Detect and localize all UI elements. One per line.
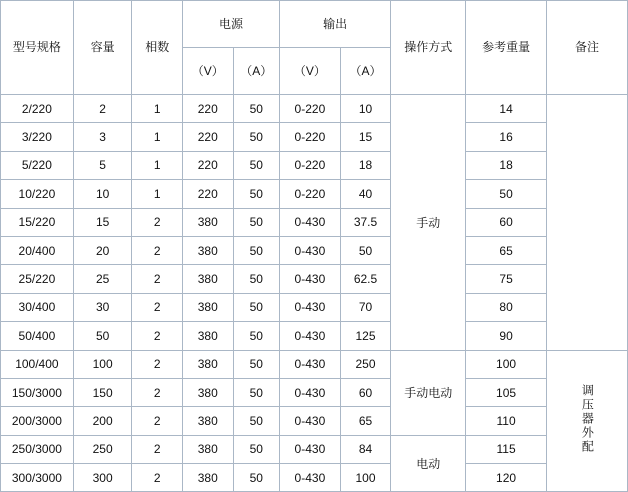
table-row [1, 265, 628, 293]
cell-reference-weight: 115 [466, 435, 547, 463]
cell-model: 25/220 [1, 265, 74, 293]
cell-reference-weight: 120 [466, 464, 547, 492]
cell-input-voltage: 380 [182, 293, 233, 321]
cell-output-voltage: 0-430 [280, 208, 341, 236]
cell-input-current: 50 [233, 123, 280, 151]
cell-phase: 2 [132, 208, 183, 236]
cell-capacity: 3 [73, 123, 132, 151]
cell-remark [547, 350, 628, 492]
cell-output-voltage: 0-430 [280, 293, 341, 321]
cell-input-voltage: 380 [182, 435, 233, 463]
cell-output-current: 10 [340, 95, 391, 123]
cell-input-voltage: 380 [182, 208, 233, 236]
table-row [1, 378, 628, 406]
cell-reference-weight: 14 [466, 95, 547, 123]
cell-input-current: 50 [233, 350, 280, 378]
cell-input-current: 50 [233, 151, 280, 179]
cell-output-current: 84 [340, 435, 391, 463]
cell-model: 50/400 [1, 322, 74, 350]
cell-output-current: 18 [340, 151, 391, 179]
cell-input-current: 50 [233, 293, 280, 321]
header-reference-weight: 参考重量 [466, 1, 547, 95]
cell-input-voltage: 380 [182, 407, 233, 435]
table-row [1, 151, 628, 179]
cell-capacity: 200 [73, 407, 132, 435]
cell-output-current: 15 [340, 123, 391, 151]
header-remark: 备注 [547, 1, 628, 95]
cell-output-current: 70 [340, 293, 391, 321]
cell-output-voltage: 0-430 [280, 464, 341, 492]
cell-phase: 2 [132, 322, 183, 350]
cell-model: 5/220 [1, 151, 74, 179]
table-row [1, 236, 628, 264]
header-model-spec: 型号规格 [1, 1, 74, 95]
cell-operation-mode: 手动电动 [391, 350, 466, 435]
cell-phase: 2 [132, 265, 183, 293]
table-row [1, 180, 628, 208]
cell-output-voltage: 0-220 [280, 123, 341, 151]
cell-input-voltage: 380 [182, 236, 233, 264]
cell-input-current: 50 [233, 464, 280, 492]
cell-reference-weight: 50 [466, 180, 547, 208]
cell-capacity: 250 [73, 435, 132, 463]
cell-model: 30/400 [1, 293, 74, 321]
cell-phase: 1 [132, 95, 183, 123]
cell-capacity: 10 [73, 180, 132, 208]
header-row-top [1, 1, 628, 48]
cell-output-voltage: 0-220 [280, 95, 341, 123]
table-body [1, 95, 628, 492]
cell-model: 200/3000 [1, 407, 74, 435]
cell-input-current: 50 [233, 180, 280, 208]
cell-phase: 1 [132, 123, 183, 151]
table-row [1, 322, 628, 350]
cell-input-voltage: 380 [182, 322, 233, 350]
cell-capacity: 15 [73, 208, 132, 236]
cell-input-voltage: 220 [182, 180, 233, 208]
cell-output-voltage: 0-430 [280, 378, 341, 406]
cell-output-voltage: 0-430 [280, 236, 341, 264]
table-row [1, 464, 628, 492]
header-capacity: 容量 [73, 1, 132, 95]
cell-output-voltage: 0-220 [280, 151, 341, 179]
table-row [1, 350, 628, 378]
cell-input-current: 50 [233, 435, 280, 463]
header-input-voltage: （V） [182, 48, 233, 95]
cell-operation-mode: 电动 [391, 435, 466, 492]
remark-text: 调压器外配 [580, 384, 595, 455]
cell-input-voltage: 380 [182, 265, 233, 293]
cell-phase: 2 [132, 236, 183, 264]
cell-input-voltage: 380 [182, 464, 233, 492]
cell-input-current: 50 [233, 95, 280, 123]
cell-capacity: 5 [73, 151, 132, 179]
cell-input-current: 50 [233, 378, 280, 406]
cell-reference-weight: 60 [466, 208, 547, 236]
cell-capacity: 30 [73, 293, 132, 321]
cell-input-current: 50 [233, 208, 280, 236]
cell-phase: 2 [132, 464, 183, 492]
table-row [1, 123, 628, 151]
cell-phase: 2 [132, 293, 183, 321]
cell-input-current: 50 [233, 265, 280, 293]
cell-phase: 2 [132, 407, 183, 435]
cell-model: 300/3000 [1, 464, 74, 492]
cell-input-voltage: 220 [182, 95, 233, 123]
cell-output-voltage: 0-430 [280, 350, 341, 378]
cell-output-current: 65 [340, 407, 391, 435]
cell-output-voltage: 0-430 [280, 435, 341, 463]
cell-output-voltage: 0-430 [280, 407, 341, 435]
cell-output-voltage: 0-220 [280, 180, 341, 208]
cell-capacity: 50 [73, 322, 132, 350]
cell-model: 20/400 [1, 236, 74, 264]
header-output-current: （A） [340, 48, 391, 95]
table-row [1, 95, 628, 123]
cell-reference-weight: 90 [466, 322, 547, 350]
header-output-voltage: （V） [280, 48, 341, 95]
cell-input-voltage: 380 [182, 350, 233, 378]
cell-output-current: 40 [340, 180, 391, 208]
cell-model: 3/220 [1, 123, 74, 151]
cell-input-voltage: 380 [182, 378, 233, 406]
cell-model: 150/3000 [1, 378, 74, 406]
cell-input-current: 50 [233, 322, 280, 350]
cell-output-current: 60 [340, 378, 391, 406]
cell-input-voltage: 220 [182, 151, 233, 179]
cell-output-voltage: 0-430 [280, 265, 341, 293]
cell-reference-weight: 16 [466, 123, 547, 151]
cell-input-voltage: 220 [182, 123, 233, 151]
cell-output-current: 37.5 [340, 208, 391, 236]
cell-operation-mode: 手动 [391, 95, 466, 351]
header-phase-count: 相数 [132, 1, 183, 95]
cell-input-current: 50 [233, 236, 280, 264]
cell-capacity: 25 [73, 265, 132, 293]
header-input-current: （A） [233, 48, 280, 95]
cell-reference-weight: 105 [466, 378, 547, 406]
cell-phase: 2 [132, 350, 183, 378]
header-power-supply: 电源 [182, 1, 279, 48]
table-row [1, 407, 628, 435]
cell-capacity: 100 [73, 350, 132, 378]
cell-output-voltage: 0-430 [280, 322, 341, 350]
header-operation-mode: 操作方式 [391, 1, 466, 95]
cell-model: 2/220 [1, 95, 74, 123]
cell-phase: 2 [132, 435, 183, 463]
cell-output-current: 50 [340, 236, 391, 264]
cell-reference-weight: 100 [466, 350, 547, 378]
cell-phase: 1 [132, 151, 183, 179]
cell-model: 15/220 [1, 208, 74, 236]
cell-output-current: 125 [340, 322, 391, 350]
cell-phase: 1 [132, 180, 183, 208]
table-row [1, 208, 628, 236]
cell-input-current: 50 [233, 407, 280, 435]
cell-output-current: 250 [340, 350, 391, 378]
table-row [1, 435, 628, 463]
cell-model: 10/220 [1, 180, 74, 208]
cell-reference-weight: 65 [466, 236, 547, 264]
header-output: 输出 [280, 1, 391, 48]
cell-remark [547, 95, 628, 351]
cell-reference-weight: 110 [466, 407, 547, 435]
cell-capacity: 150 [73, 378, 132, 406]
cell-capacity: 2 [73, 95, 132, 123]
cell-capacity: 20 [73, 236, 132, 264]
cell-reference-weight: 18 [466, 151, 547, 179]
table-row [1, 293, 628, 321]
cell-phase: 2 [132, 378, 183, 406]
table-header [1, 1, 628, 95]
cell-capacity: 300 [73, 464, 132, 492]
cell-reference-weight: 75 [466, 265, 547, 293]
cell-output-current: 62.5 [340, 265, 391, 293]
cell-reference-weight: 80 [466, 293, 547, 321]
cell-model: 250/3000 [1, 435, 74, 463]
cell-model: 100/400 [1, 350, 74, 378]
cell-output-current: 100 [340, 464, 391, 492]
